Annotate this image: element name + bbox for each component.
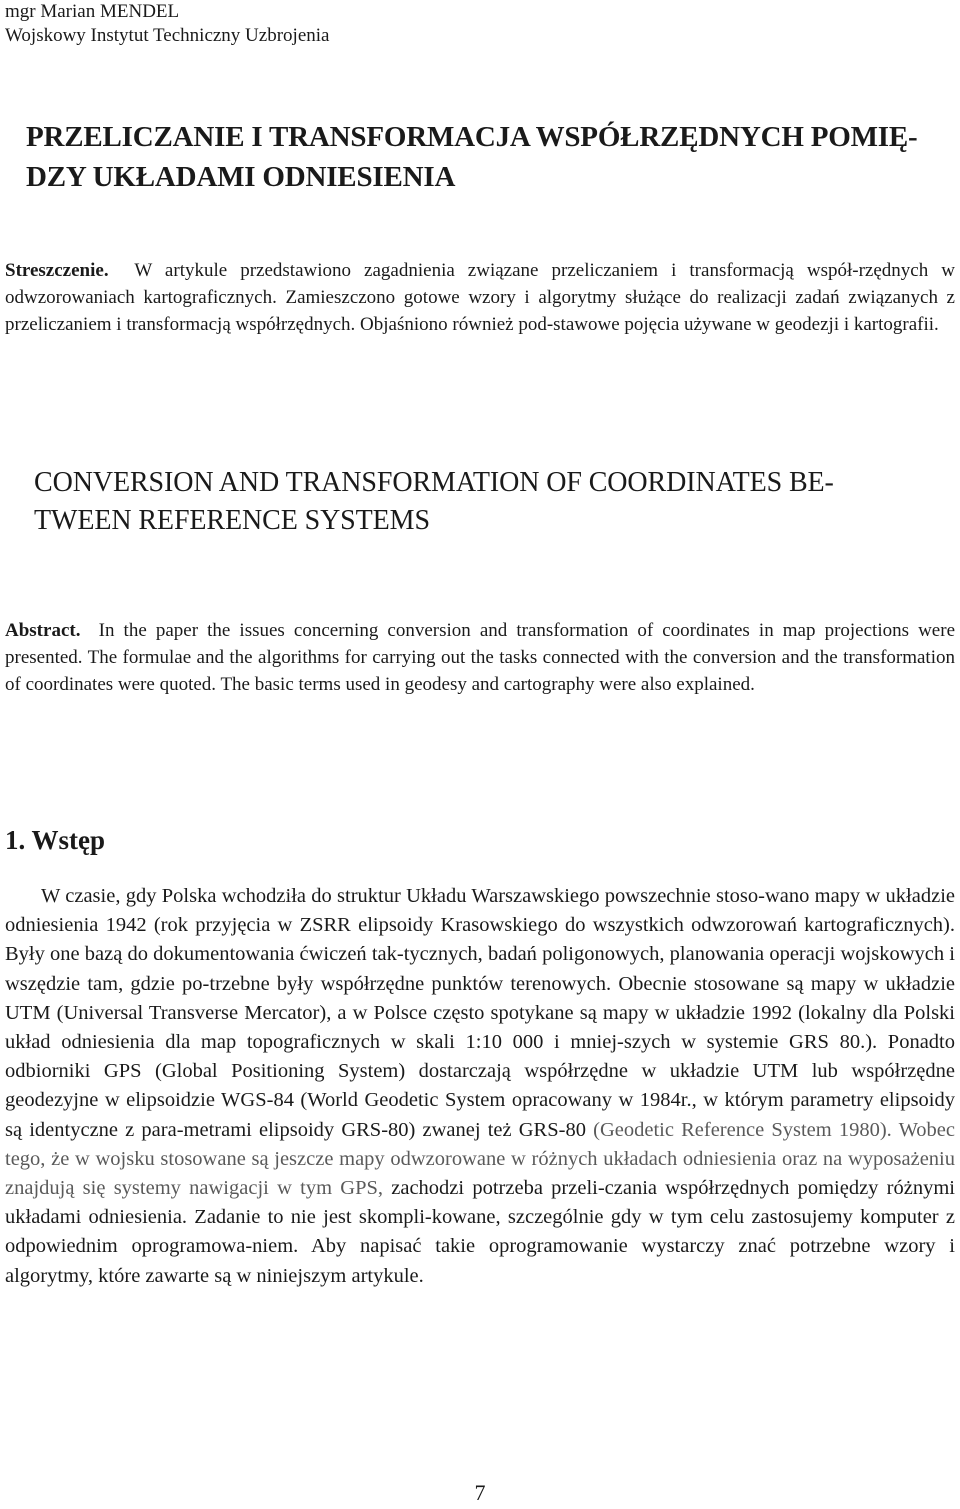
title-polish-line1: PRZELICZANIE I TRANSFORMACJA WSPÓŁRZĘDNYCH POMIĘ-: [26, 121, 918, 153]
abstract-polish-text: W artykule przedstawiono zagadnienia związane przeliczaniem i transformacją współ-rzędnych w odwzorowaniach kartograficznych. Zamieszczono gotowe wzory i algorytmy służące do realizacji zadań związanych z przeliczaniem i transformacją współrzędnych. Objaśniono również pod-stawowe pojęcia używane w geodezji i kartografii.: [5, 260, 955, 335]
title-polish-line2: DZY UKŁADAMI ODNIESIENIA: [26, 161, 456, 193]
author-affiliation: Wojskowy Instytut Techniczny Uzbrojenia: [5, 25, 330, 46]
body-text-muted: (Geodetic Reference System 1980). Wobec tego, że w wojsku stosowane są jeszcze mapy odwzorowane w różnych układach odniesienia oraz na wyposażeniu znajdują się systemy nawigacji w tym GPS,: [5, 1118, 955, 1200]
abstract-english-label: Abstract.: [5, 620, 81, 641]
title-polish: [26, 117, 946, 197]
section-introduction-body: [5, 882, 955, 1291]
abstract-english-text: In the paper the issues concerning conversion and transformation of coordinates in map projections were presented. The formulae and the algorithms for carrying out the tasks connected with the conversion and the transformation of coordinates were quoted. The basic terms used in geodesy and cartography were also explained.: [5, 620, 956, 695]
section-heading-introduction: 1. Wstęp: [5, 825, 106, 855]
abstract-english: [5, 617, 955, 698]
body-text-part1: W czasie, gdy Polska wchodziła do struktur Układu Warszawskiego powszechnie stoso-wano mapy w układzie odniesienia 1942 (rok przyjęcia w ZSRR elipsoidy Krasowskiego do wszystkich odwzorowań kartograficznych). Były one bazą do dokumentowania ćwiczeń tak-tycznych, badań poligonowych, planowania operacji wojskowych i wszędzie tam, gdzie po-trzebne były współrzędne punktów terenowych. Obecnie stosowane są mapy w układzie UTM (Universal Transverse Mercator), a w Polsce często spotykane są mapy w układzie 1992 (lokalny dla Polski układ odniesienia dla map topograficznych w skali 1:10 000 i mniej-szych w systemie GRS 80.). Ponadto odbiorniki GPS (Global Positioning System) dostarczają współrzędne w układzie UTM lub współrzędne geodezyjne w elipsoidzie WGS-84 (World Geodetic System opracowany w 1984r., w którym parametry elipsoidy są identyczne z para-metrami elipsoidy GRS-80) zwanej też GRS-80: [5, 885, 955, 1141]
title-english-line1: CONVERSION AND TRANSFORMATION OF COORDINATES BE-: [34, 467, 834, 498]
abstract-polish-label: Streszczenie.: [5, 260, 109, 281]
page-number: 7: [474, 1480, 486, 1505]
body-text-part2: zachodzi potrzeba przeli-czania współrzędnych pomiędzy różnymi układami odniesienia. Zadanie to nie jest skompli-kowane, szczególnie gdy w tym celu zastosujemy komputer z odpowiednim oprogramowa-niem. Aby napisać takie oprogramowanie wystarczy znać potrzebne wzory i algorytmy, które zawarte są w niniejszym artykule.: [5, 1177, 955, 1287]
title-english-line2: TWEEN REFERENCE SYSTEMS: [34, 505, 430, 536]
abstract-polish: [5, 257, 955, 338]
author-block: [5, 0, 329, 48]
title-english: [34, 464, 954, 540]
author-name: mgr Marian MENDEL: [5, 1, 180, 22]
